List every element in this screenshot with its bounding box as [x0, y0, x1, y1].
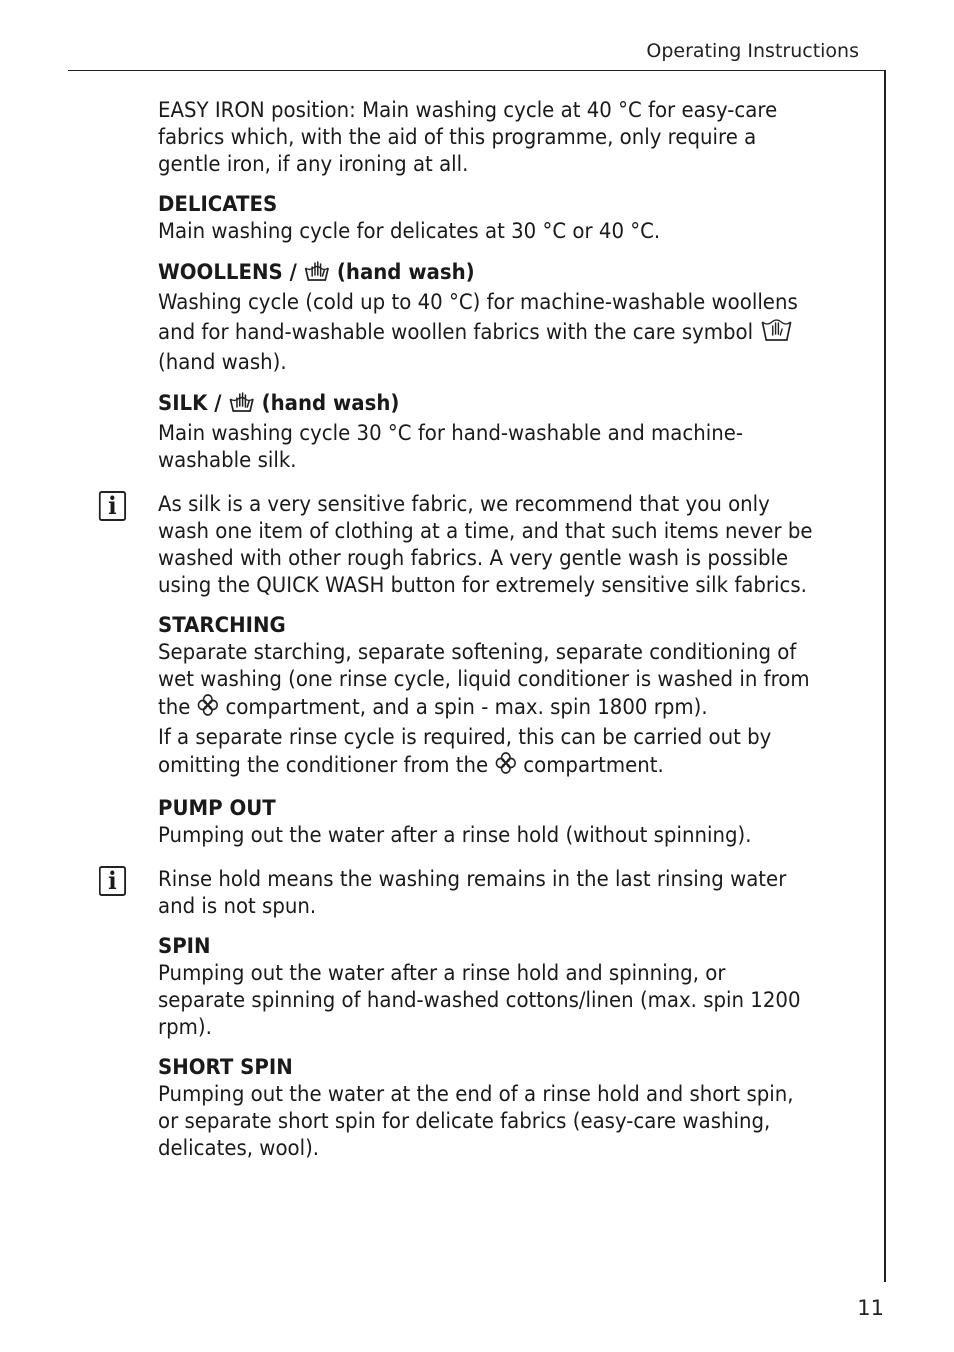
starching-body-part2: compartment, and a spin - max. spin 1800 rpm).	[219, 695, 708, 719]
flower-compartment-icon	[197, 693, 220, 724]
page-number: 11	[857, 1296, 884, 1320]
delicates-section	[158, 191, 816, 245]
woollens-section	[158, 258, 816, 376]
short-spin-body: Pumping out the water at the end of a rinse hold and short spin, or separate short spin for delicate fabrics (easy-care washing, delicates, wool).	[158, 1082, 794, 1160]
delicates-body: Main washing cycle for delicates at 30 °C or 40 °C.	[158, 219, 661, 243]
header-rule	[68, 70, 886, 71]
page-content	[108, 97, 816, 1162]
running-header: Operating Instructions	[646, 40, 859, 62]
info-icon: i	[99, 491, 126, 521]
starching-section	[158, 612, 816, 782]
starching-body-part1: Separate starching, separate softening, separate conditioning of wet washing (one rinse cycle, liquid conditioner is washed in from the	[158, 640, 810, 719]
flower-compartment-icon	[494, 751, 517, 782]
hand-wash-tub-icon	[759, 316, 793, 349]
pump-out-body: Pumping out the water after a rinse hold (without spinning).	[158, 823, 752, 847]
silk-heading-prefix: SILK /	[158, 391, 229, 415]
delicates-heading: DELICATES	[158, 192, 278, 216]
pump-out-heading: PUMP OUT	[158, 796, 276, 820]
woollens-body-part2: (hand wash).	[158, 350, 287, 374]
silk-heading	[158, 389, 816, 420]
info-icon: i	[99, 866, 126, 896]
spin-body: Pumping out the water after a rinse hold and spinning, or separate spinning of hand-washed cottons/linen (max. spin 1200 rpm).	[158, 961, 801, 1039]
pump-out-section	[158, 795, 816, 849]
starching-body-2	[158, 724, 816, 782]
woollens-heading-suffix: (hand wash)	[329, 260, 475, 284]
starching-body2-part2: compartment.	[516, 753, 664, 777]
silk-heading-suffix: (hand wash)	[254, 391, 400, 415]
easy-iron-section	[158, 97, 816, 178]
side-rule	[884, 70, 886, 1282]
spin-section	[158, 933, 816, 1041]
silk-note	[108, 491, 816, 599]
easy-iron-text: EASY IRON position: Main washing cycle at 40 °C for easy-care fabrics which, with the aid of this programme, only require a gentle iron, if any ironing at all.	[158, 98, 778, 176]
silk-note-text: As silk is a very sensitive fabric, we recommend that you only wash one item of clothing at a time, and that such items never be washed with other rough fabrics. A very gentle wash is possible using the QUICK WASH button for extremely sensitive silk fabrics.	[158, 492, 813, 597]
hand-in-tub-icon	[304, 258, 330, 289]
silk-section	[158, 389, 816, 474]
woollens-body	[158, 289, 816, 376]
starching-body	[158, 639, 816, 724]
spin-heading: SPIN	[158, 934, 211, 958]
rinse-hold-note	[108, 866, 816, 920]
rinse-hold-note-text: Rinse hold means the washing remains in the last rinsing water and is not spun.	[158, 867, 787, 918]
woollens-body-part1: Washing cycle (cold up to 40 °C) for machine-washable woollens and for hand-washable woollen fabrics with the care symbol	[158, 290, 798, 344]
woollens-heading-prefix: WOOLLENS /	[158, 260, 304, 284]
starching-heading: STARCHING	[158, 613, 286, 637]
short-spin-heading: SHORT SPIN	[158, 1055, 293, 1079]
starching-body2-part1: If a separate rinse cycle is required, this can be carried out by omitting the conditioner from the	[158, 725, 772, 777]
silk-body: Main washing cycle 30 °C for hand-washable and machine-washable silk.	[158, 421, 743, 472]
hand-in-tub-icon	[228, 389, 254, 420]
woollens-heading	[158, 258, 816, 289]
short-spin-section	[158, 1054, 816, 1162]
